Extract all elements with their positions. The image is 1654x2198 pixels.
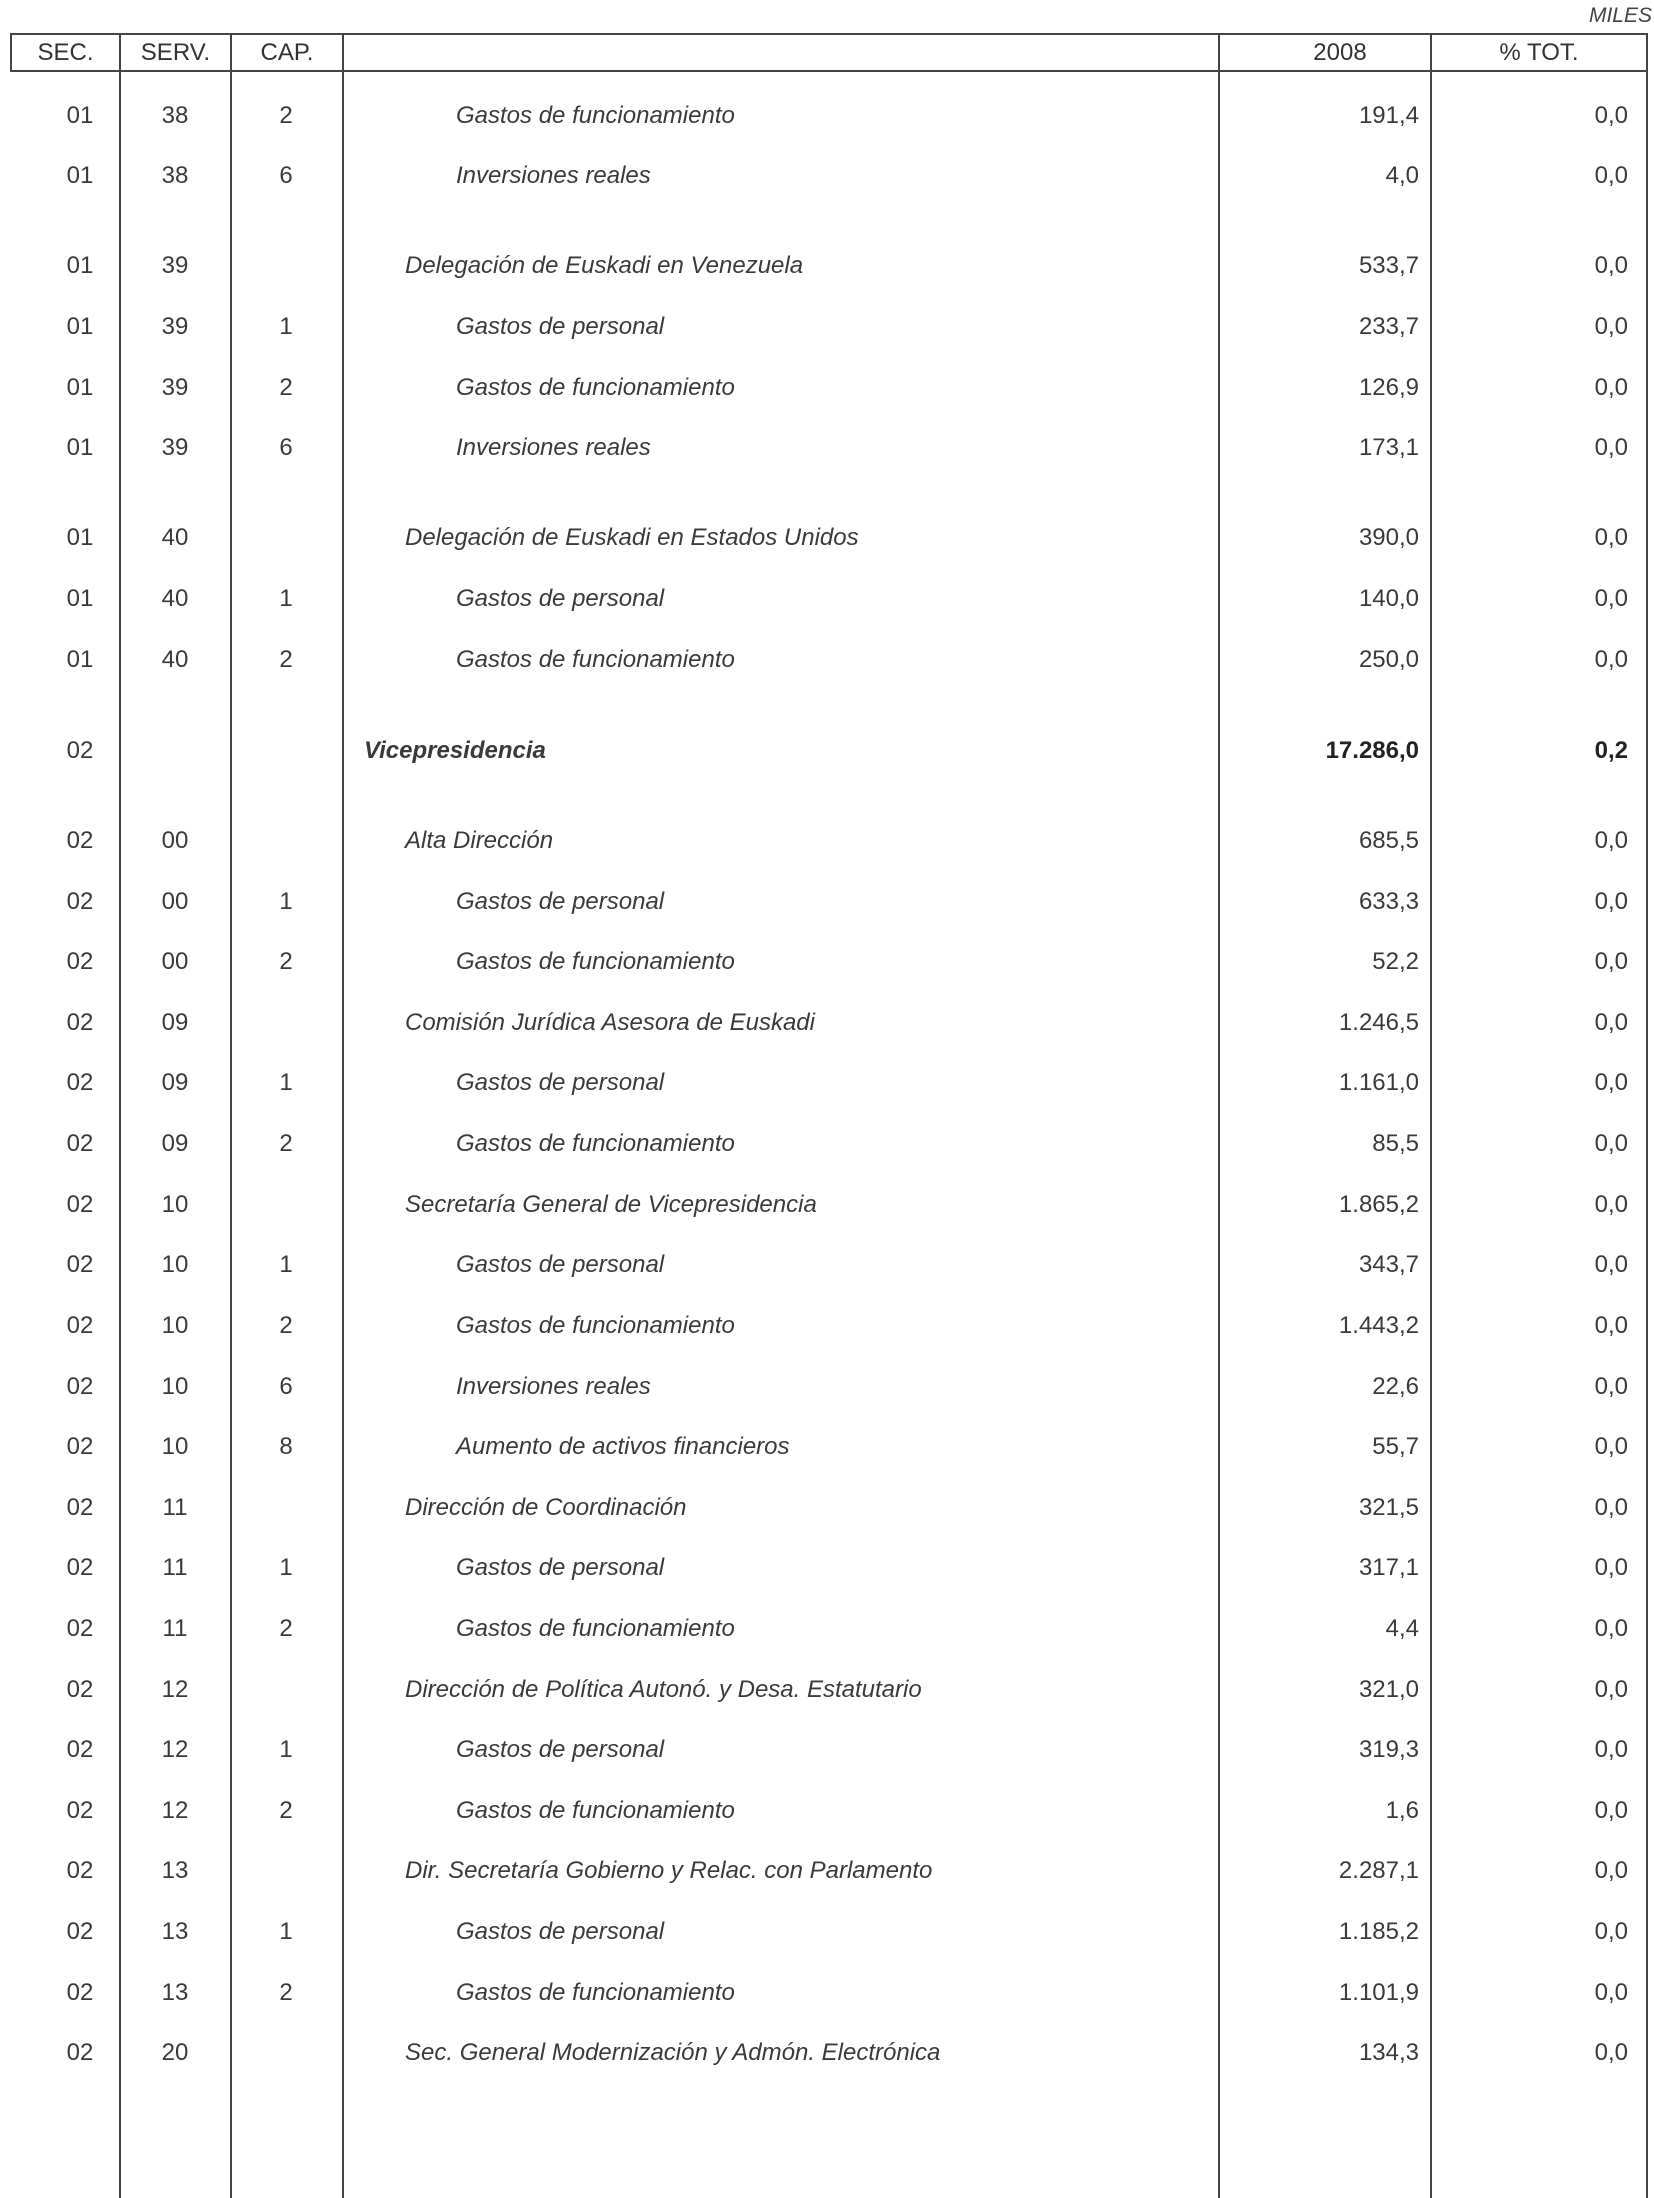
serv-cell: 39 — [161, 252, 189, 279]
pct-total-cell: 0,0 — [1594, 1191, 1628, 1218]
pct-total-cell: 0,0 — [1594, 2039, 1628, 2066]
sec-cell: 01 — [66, 585, 94, 612]
serv-cell: 09 — [161, 1130, 189, 1157]
sec-cell: 01 — [66, 252, 94, 279]
serv-cell: 38 — [161, 102, 189, 129]
table-row — [0, 156, 1654, 196]
table-row — [0, 1973, 1654, 2013]
amount-2008-cell: 533,7 — [1358, 252, 1419, 279]
header-bottom-border — [10, 70, 1648, 72]
sec-cell: 02 — [66, 1191, 94, 1218]
sec-cell: 02 — [66, 1251, 94, 1278]
sec-cell: 01 — [66, 524, 94, 551]
serv-cell: 11 — [162, 1615, 188, 1642]
cap-cell: 2 — [279, 1130, 293, 1157]
table-row — [0, 1427, 1654, 1467]
cap-cell: 2 — [279, 374, 293, 401]
serv-cell: 09 — [161, 1069, 189, 1096]
sec-cell: 02 — [66, 1554, 94, 1581]
serv-cell: 39 — [161, 374, 189, 401]
serv-cell: 13 — [161, 1979, 189, 2006]
header-serv: SERV. — [140, 39, 211, 66]
sec-cell: 02 — [66, 1494, 94, 1521]
table-row — [0, 1851, 1654, 1891]
cap-cell: 8 — [279, 1433, 293, 1460]
sec-cell: 02 — [66, 1433, 94, 1460]
description-cell: Comisión Jurídica Asesora de Euskadi — [405, 1009, 815, 1036]
serv-cell: 20 — [161, 2039, 189, 2066]
sec-cell: 02 — [66, 1615, 94, 1642]
table-row — [0, 1367, 1654, 1407]
table-row — [0, 307, 1654, 347]
table-row — [0, 1670, 1654, 1710]
serv-cell: 13 — [161, 1918, 189, 1945]
pct-total-cell: 0,0 — [1594, 1130, 1628, 1157]
amount-2008-cell: 140,0 — [1358, 585, 1419, 612]
pct-total-cell: 0,0 — [1594, 434, 1628, 461]
sec-cell: 02 — [66, 1373, 94, 1400]
serv-cell: 13 — [161, 1857, 189, 1884]
serv-cell: 00 — [161, 948, 189, 975]
serv-cell: 09 — [161, 1009, 189, 1036]
description-cell: Alta Dirección — [405, 827, 554, 854]
sec-cell: 02 — [66, 737, 94, 764]
cap-cell: 2 — [279, 646, 293, 673]
pct-total-cell: 0,0 — [1594, 1494, 1628, 1521]
pct-total-cell: 0,0 — [1594, 1797, 1628, 1824]
header-pct-total: % TOT. — [1499, 39, 1579, 66]
units-label: MILES — [1588, 4, 1652, 27]
amount-2008-cell: 55,7 — [1372, 1433, 1419, 1460]
pct-total-cell: 0,0 — [1594, 1918, 1628, 1945]
serv-cell: 11 — [162, 1554, 188, 1581]
cap-cell: 1 — [279, 1554, 293, 1581]
amount-2008-cell: 233,7 — [1358, 313, 1419, 340]
sec-cell: 02 — [66, 948, 94, 975]
table-row — [0, 882, 1654, 922]
cap-cell: 1 — [279, 585, 293, 612]
amount-2008-cell: 17.286,0 — [1325, 737, 1419, 764]
amount-2008-cell: 321,5 — [1358, 1494, 1419, 1521]
cap-cell: 1 — [279, 1736, 293, 1763]
pct-total-cell: 0,0 — [1594, 1857, 1628, 1884]
serv-cell: 10 — [161, 1433, 189, 1460]
table-row — [0, 731, 1654, 771]
description-cell: Gastos de personal — [456, 585, 665, 612]
description-cell: Delegación de Euskadi en Estados Unidos — [405, 524, 859, 551]
description-cell: Gastos de personal — [456, 888, 665, 915]
cap-cell: 2 — [279, 1797, 293, 1824]
sec-cell: 01 — [66, 646, 94, 673]
description-cell: Secretaría General de Vicepresidencia — [405, 1191, 817, 1218]
table-row — [0, 942, 1654, 982]
amount-2008-cell: 4,0 — [1385, 162, 1419, 189]
description-cell: Inversiones reales — [456, 1373, 651, 1400]
amount-2008-cell: 173,1 — [1358, 434, 1419, 461]
header-year: 2008 — [1313, 39, 1367, 66]
amount-2008-cell: 4,4 — [1385, 1615, 1419, 1642]
pct-total-cell: 0,0 — [1594, 1554, 1628, 1581]
amount-2008-cell: 1,6 — [1385, 1797, 1419, 1824]
description-cell: Gastos de personal — [456, 313, 665, 340]
cap-cell: 2 — [279, 1312, 293, 1339]
amount-2008-cell: 1.161,0 — [1338, 1069, 1419, 1096]
header-description — [344, 36, 1218, 70]
pct-total-cell: 0,0 — [1594, 1069, 1628, 1096]
pct-total-cell: 0,0 — [1594, 827, 1628, 854]
pct-total-cell: 0,0 — [1594, 1433, 1628, 1460]
table-row — [0, 1488, 1654, 1528]
table-row — [0, 1245, 1654, 1285]
amount-2008-cell: 52,2 — [1372, 948, 1419, 975]
amount-2008-cell: 685,5 — [1358, 827, 1419, 854]
table-row — [0, 1003, 1654, 1043]
amount-2008-cell: 126,9 — [1358, 374, 1419, 401]
description-cell: Dir. Secretaría Gobierno y Relac. con Parlamento — [405, 1857, 933, 1884]
sec-cell: 01 — [66, 162, 94, 189]
serv-cell: 00 — [161, 827, 189, 854]
pct-total-cell: 0,0 — [1594, 374, 1628, 401]
table-row — [0, 428, 1654, 468]
description-cell: Gastos de funcionamiento — [456, 102, 735, 129]
serv-cell: 12 — [161, 1676, 189, 1703]
amount-2008-cell: 1.246,5 — [1338, 1009, 1419, 1036]
cap-cell: 2 — [279, 102, 293, 129]
serv-cell: 00 — [161, 888, 189, 915]
cap-cell: 6 — [279, 1373, 293, 1400]
sec-cell: 02 — [66, 1676, 94, 1703]
cap-cell: 1 — [279, 1918, 293, 1945]
table-row — [0, 1063, 1654, 1103]
serv-cell: 40 — [161, 585, 189, 612]
table-row — [0, 368, 1654, 408]
sec-cell: 02 — [66, 2039, 94, 2066]
description-cell: Dirección de Coordinación — [405, 1494, 687, 1521]
pct-total-cell: 0,0 — [1594, 1979, 1628, 2006]
serv-cell: 10 — [161, 1373, 189, 1400]
serv-cell: 10 — [161, 1251, 189, 1278]
description-cell: Gastos de personal — [456, 1918, 665, 1945]
table-top-border — [10, 33, 1648, 35]
amount-2008-cell: 321,0 — [1358, 1676, 1419, 1703]
sec-cell: 01 — [66, 313, 94, 340]
serv-cell: 12 — [161, 1736, 189, 1763]
pct-total-cell: 0,0 — [1594, 1676, 1628, 1703]
sec-cell: 02 — [66, 1857, 94, 1884]
description-cell: Aumento de activos financieros — [456, 1433, 790, 1460]
pct-total-cell: 0,2 — [1594, 737, 1628, 764]
cap-cell: 6 — [279, 162, 293, 189]
sec-cell: 01 — [66, 434, 94, 461]
serv-cell: 11 — [162, 1494, 188, 1521]
pct-total-cell: 0,0 — [1594, 888, 1628, 915]
table-row — [0, 96, 1654, 136]
description-cell: Gastos de personal — [456, 1069, 665, 1096]
description-cell: Dirección de Política Autonó. y Desa. Estatutario — [405, 1676, 922, 1703]
description-cell: Gastos de funcionamiento — [456, 1312, 735, 1339]
description-cell: Delegación de Euskadi en Venezuela — [405, 252, 804, 279]
pct-total-cell: 0,0 — [1594, 1373, 1628, 1400]
cap-cell: 2 — [279, 1615, 293, 1642]
description-cell: Gastos de funcionamiento — [456, 948, 735, 975]
table-row — [0, 1548, 1654, 1588]
table-row — [0, 1185, 1654, 1225]
description-cell: Vicepresidencia — [364, 737, 546, 764]
table-row — [0, 246, 1654, 286]
table-row — [0, 518, 1654, 558]
table-row — [0, 1124, 1654, 1164]
sec-cell: 02 — [66, 888, 94, 915]
cap-cell: 6 — [279, 434, 293, 461]
description-cell: Gastos de personal — [456, 1736, 665, 1763]
serv-cell: 12 — [161, 1797, 189, 1824]
amount-2008-cell: 22,6 — [1372, 1373, 1419, 1400]
amount-2008-cell: 633,3 — [1358, 888, 1419, 915]
cap-cell: 2 — [279, 948, 293, 975]
description-cell: Gastos de funcionamiento — [456, 1615, 735, 1642]
sec-cell: 01 — [66, 374, 94, 401]
amount-2008-cell: 1.185,2 — [1338, 1918, 1419, 1945]
cap-cell: 1 — [279, 313, 293, 340]
pct-total-cell: 0,0 — [1594, 1736, 1628, 1763]
amount-2008-cell: 1.865,2 — [1338, 1191, 1419, 1218]
sec-cell: 02 — [66, 1918, 94, 1945]
description-cell: Inversiones reales — [456, 434, 651, 461]
pct-total-cell: 0,0 — [1594, 524, 1628, 551]
amount-2008-cell: 250,0 — [1358, 646, 1419, 673]
sec-cell: 01 — [66, 102, 94, 129]
serv-cell: 10 — [161, 1312, 189, 1339]
header-sec: SEC. — [37, 39, 94, 66]
sec-cell: 02 — [66, 1069, 94, 1096]
amount-2008-cell: 85,5 — [1372, 1130, 1419, 1157]
serv-cell: 40 — [161, 646, 189, 673]
pct-total-cell: 0,0 — [1594, 1009, 1628, 1036]
cap-cell: 1 — [279, 1069, 293, 1096]
cap-cell: 1 — [279, 888, 293, 915]
description-cell: Gastos de funcionamiento — [456, 1130, 735, 1157]
cap-cell: 2 — [279, 1979, 293, 2006]
pct-total-cell: 0,0 — [1594, 313, 1628, 340]
amount-2008-cell: 134,3 — [1358, 2039, 1419, 2066]
amount-2008-cell: 1.443,2 — [1338, 1312, 1419, 1339]
amount-2008-cell: 317,1 — [1358, 1554, 1419, 1581]
amount-2008-cell: 319,3 — [1358, 1736, 1419, 1763]
description-cell: Sec. General Modernización y Admón. Electrónica — [405, 2039, 941, 2066]
pct-total-cell: 0,0 — [1594, 1251, 1628, 1278]
cap-cell: 1 — [279, 1251, 293, 1278]
pct-total-cell: 0,0 — [1594, 1312, 1628, 1339]
table-row — [0, 1730, 1654, 1770]
amount-2008-cell: 1.101,9 — [1338, 1979, 1419, 2006]
pct-total-cell: 0,0 — [1594, 585, 1628, 612]
table-row — [0, 1306, 1654, 1346]
pct-total-cell: 0,0 — [1594, 1615, 1628, 1642]
table-row — [0, 1912, 1654, 1952]
serv-cell: 39 — [161, 313, 189, 340]
pct-total-cell: 0,0 — [1594, 252, 1628, 279]
amount-2008-cell: 343,7 — [1358, 1251, 1419, 1278]
description-cell: Gastos de funcionamiento — [456, 646, 735, 673]
header-cap: CAP. — [260, 39, 314, 66]
sec-cell: 02 — [66, 827, 94, 854]
sec-cell: 02 — [66, 1130, 94, 1157]
description-cell: Gastos de personal — [456, 1251, 665, 1278]
serv-cell: 39 — [161, 434, 189, 461]
serv-cell: 40 — [161, 524, 189, 551]
sec-cell: 02 — [66, 1009, 94, 1036]
table-row — [0, 579, 1654, 619]
table-row — [0, 1609, 1654, 1649]
pct-total-cell: 0,0 — [1594, 102, 1628, 129]
sec-cell: 02 — [66, 1312, 94, 1339]
serv-cell: 10 — [161, 1191, 189, 1218]
serv-cell: 38 — [161, 162, 189, 189]
table-row — [0, 2033, 1654, 2073]
description-cell: Gastos de funcionamiento — [456, 374, 735, 401]
amount-2008-cell: 2.287,1 — [1338, 1857, 1419, 1884]
table-row — [0, 1791, 1654, 1831]
table-row — [0, 821, 1654, 861]
sec-cell: 02 — [66, 1736, 94, 1763]
description-cell: Inversiones reales — [456, 162, 651, 189]
sec-cell: 02 — [66, 1979, 94, 2006]
pct-total-cell: 0,0 — [1594, 948, 1628, 975]
sec-cell: 02 — [66, 1797, 94, 1824]
amount-2008-cell: 191,4 — [1358, 102, 1419, 129]
description-cell: Gastos de funcionamiento — [456, 1797, 735, 1824]
description-cell: Gastos de personal — [456, 1554, 665, 1581]
amount-2008-cell: 390,0 — [1358, 524, 1419, 551]
pct-total-cell: 0,0 — [1594, 646, 1628, 673]
table-row — [0, 640, 1654, 680]
description-cell: Gastos de funcionamiento — [456, 1979, 735, 2006]
pct-total-cell: 0,0 — [1594, 162, 1628, 189]
